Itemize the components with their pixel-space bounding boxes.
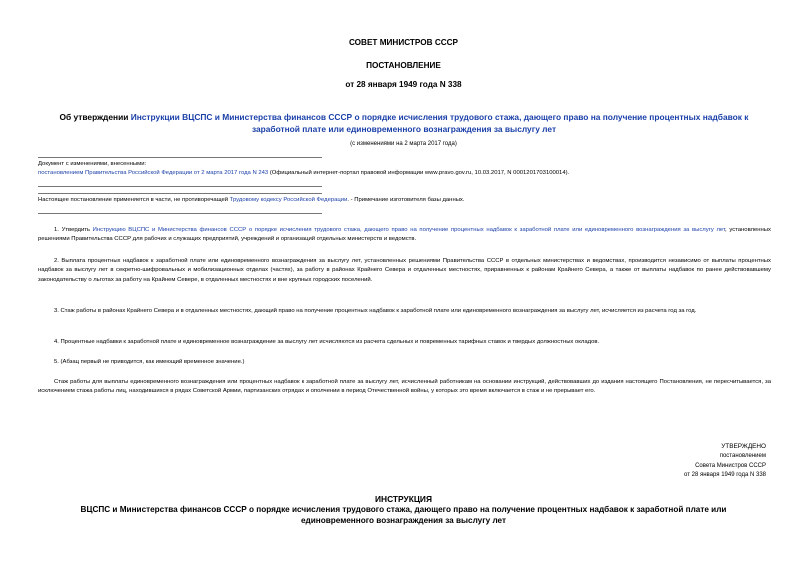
p6-text: Стаж работы для выплаты единовременного вознаграждения или процентных надбавок к заработной плате за выслугу лет, исчисленный работникам на основании инструкций, действовавших до издания настоящего Постановления, не пересчитывается, за исключением стажа работы лиц, находившихся в рядах Советской Армии, партизанских отрядах и ополчении в период Отечественной войны, у которых это время включается в стаж и не прерывает его.	[38, 379, 771, 395]
doc-date-number: от 28 января 1949 года N 338	[345, 80, 462, 89]
paragraph-4	[38, 338, 771, 347]
paragraph-1	[38, 226, 771, 245]
instruction-title: ВЦСПС и Министерства финансов СССР о порядке исчисления трудового стажа, дающего право на получение процентных надбавок к заработной плате или единовременного вознаграждения за выслугу лет	[80, 505, 727, 525]
p1-after: , установленных решениями Правительства СССР для рабочих и служащих предприятий, учреждений и организаций отдельных министерств и ведомств.	[38, 227, 771, 243]
paragraph-3	[38, 307, 771, 316]
edit-note: (с изменениями на 2 марта 2017 года)	[350, 141, 457, 147]
approval-block	[684, 442, 766, 481]
paragraph-6	[38, 378, 771, 397]
paragraph-5	[38, 358, 771, 367]
council-name: СОВЕТ МИНИСТРОВ СССР	[348, 38, 459, 47]
changes-line	[38, 169, 773, 178]
doc-type: ПОСТАНОВЛЕНИЕ	[366, 61, 441, 70]
instruction-heading: ИНСТРУКЦИЯ	[375, 494, 432, 504]
document-title	[36, 112, 772, 135]
paragraph-2	[38, 257, 771, 285]
approved-date: от 28 января 1949 года N 338	[684, 472, 766, 479]
applicability-before: Настоящее постановление применяется в части, не противоречащей	[38, 197, 230, 203]
changes-link[interactable]: постановлением Правительства Российской Федерации от 2 марта 2017 года N 243	[38, 169, 269, 176]
p4-text: 4. Процентные надбавки к заработной плате и единовременное вознаграждение за выслугу лет исчисляются из расчета сдельных и повременных тарифных ставок и твердых должностных окладов.	[54, 339, 600, 345]
divider	[38, 157, 322, 158]
approved-by: постановлением	[719, 452, 766, 459]
p3-text: 3. Стаж работы в районах Крайнего Севера и в отдаленных местностях, дающий право на получение процентных надбавок к заработной плате или единовременного вознаграждения за выслугу лет, исчисляется из расчета год за год.	[54, 308, 697, 314]
title-link[interactable]: Инструкции ВЦСПС и Министерства финансов СССР о порядке исчисления трудового стажа, дающего право на получение процентных надбавок к заработной плате или единовременного вознаграждения за выслугу лет	[130, 112, 749, 134]
changes-rest: (Официальный интернет-портал правовой информации www.pravo.gov.ru, 10.03.2017, N 0001201703100014).	[268, 169, 570, 176]
changes-block	[38, 160, 773, 177]
labor-code-link[interactable]: Трудовому кодексу Российской Федерации	[229, 197, 348, 203]
p5-text: 5. (Абзац первый не приводится, как имеющий временное значение.)	[54, 359, 245, 365]
divider	[38, 213, 322, 214]
p2-text: 2. Выплата процентных надбавок к заработной плате или единовременного вознаграждения за выслугу лет, установленных решениями Правительства СССР в отдельных министерствах и ведомствах, производится независимо от выплаты процентных надбавок за выслугу лет в секретно-шифровальных и мобилизационных отделах (частях), за работу в районах Крайнего Севера и отдаленных местностях, приравненных к районам Крайнего Севера, а также от выплаты надбавок по ранее действовавшему законодательству о льготах за работу на Крайнем Севере, в отдаленных местностях и вне крупных городских поселений.	[38, 258, 771, 283]
p1-before: 1. Утвердить	[54, 227, 93, 233]
divider	[38, 193, 322, 194]
instruction-link[interactable]: Инструкцию ВЦСПС и Министерства финансов СССР о порядке исчисления трудового стажа, дающего право на получение процентных надбавок к заработной плате или единовременного вознаграждения за выслугу лет	[92, 227, 726, 233]
approved-label: УТВЕРЖДЕНО	[721, 443, 766, 450]
divider	[38, 186, 322, 187]
approved-council: Совета Министров СССР	[695, 462, 766, 469]
title-prefix: Об утверждении	[59, 112, 131, 122]
applicability-after: . - Примечание изготовителя базы данных.	[347, 197, 465, 203]
changes-label: Документ с изменениями, внесенными:	[38, 161, 147, 167]
applicability-note	[38, 196, 773, 205]
